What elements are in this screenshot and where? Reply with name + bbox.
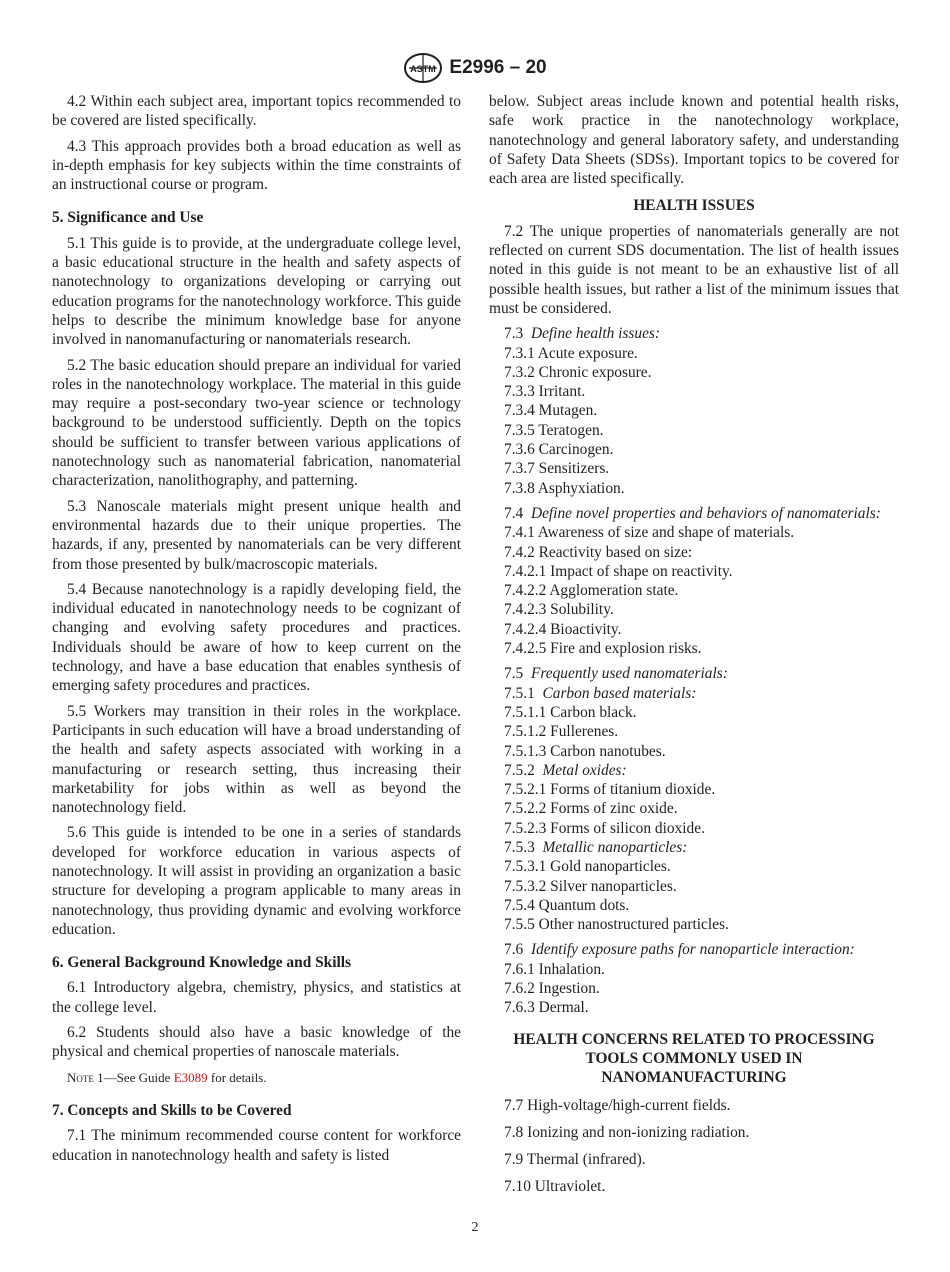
para-5-2: 5.2 The basic education should prepare an individual for varied roles in the nanotechnology workplace. The material in this guide may require a post-secondary two-year science or technology background to be understood sufficiently. Depth on the topics should be sufficient to transfer between various applications of nanotechnology such as nanomaterial fabrication, nanomaterial characterization, nanolithography, and patterning. xyxy=(52,356,461,490)
document-id: E2996 – 20 xyxy=(449,57,547,78)
list-item: 7.4.2.4 Bioactivity. xyxy=(504,620,622,638)
right-column xyxy=(489,92,899,1197)
list-item: 7.4.2.1 Impact of shape on reactivity. xyxy=(504,562,733,580)
note-text-pre: —See Guide xyxy=(103,1069,174,1085)
list-item: 7.5.1.3 Carbon nanotubes. xyxy=(504,742,666,760)
para-5-4: 5.4 Because nanotechnology is a rapidly developing field, the individual educated in nanotechnology needs to be cognizant of changing and evolving safety procedures and practices. Individuals should be aware of how to keep current on the technology, and have a base education that enables synthesis of emerging safety procedures and practices. xyxy=(52,580,461,695)
list-item: 7.5.2.1 Forms of titanium dioxide. xyxy=(504,781,716,799)
list-7-4 xyxy=(489,523,899,658)
list-subheading-7-5-1: 7.5.1 Carbon based materials: xyxy=(504,684,697,702)
list-heading-7-5: 7.5 Frequently used nanomaterials: xyxy=(504,665,728,683)
note-label: Note 1 xyxy=(67,1069,104,1085)
list-item: 7.5.3.2 Silver nanoparticles. xyxy=(504,877,677,895)
para-5-5: 5.5 Workers may transition in their roles in the workplace. Participants in such education will have a broad understanding of the health and safety aspects associated with working in a manufacturing or research setting, thus increasing their marketability for jobs within as well as beyond the nanotechnology field. xyxy=(52,702,461,817)
para-5-6: 5.6 This guide is intended to be one in a series of standards developed for workforce education in various aspects of nanotechnology. It will assist in providing an organization a basic structure for developing a program applicable to many areas in nanotechnology, thus providing dynamic and evolving workforce education. xyxy=(52,824,461,938)
para-6-1: 6.1 Introductory algebra, chemistry, physics, and statistics at the college level. xyxy=(52,979,461,1016)
list-item: 7.8 Ionizing and non-ionizing radiation. xyxy=(504,1123,750,1141)
list-item: 7.3.8 Asphyxiation. xyxy=(504,479,625,497)
list-item: 7.5.3.1 Gold nanoparticles. xyxy=(504,858,671,876)
list-item: 7.4.2.5 Fire and explosion risks. xyxy=(504,640,702,658)
list-item: 7.6.3 Dermal. xyxy=(504,999,589,1017)
list-item: 7.3.3 Irritant. xyxy=(504,383,586,401)
list-item: 7.9 Thermal (infrared). xyxy=(504,1151,646,1169)
guide-e3089-link[interactable]: E3089 xyxy=(173,1069,208,1085)
list-item: 7.5.5 Other nanostructured particles. xyxy=(504,916,729,934)
health-issues-heading: HEALTH ISSUES xyxy=(633,197,755,215)
list-item: 7.5.1.2 Fullerenes. xyxy=(504,723,619,741)
list-item: 7.3.7 Sensitizers. xyxy=(504,460,610,478)
page-header xyxy=(0,52,950,89)
para-6-2: 6.2 Students should also have a basic knowledge of the physical and chemical properties of nanoscale materials. xyxy=(52,1024,461,1061)
svg-text:ASTM: ASTM xyxy=(410,64,437,74)
para-5-3: 5.3 Nanoscale materials might present unique health and environmental hazards due to their unique properties. The hazards, if any, presented by nanomaterials can be very different from those presented by bulk/macroscopic materials. xyxy=(52,497,461,573)
para-7-1-continued: below. Subject areas include known and potential health risks, safe work practice in the nanotechnology workplace, nanotechnology and general laboratory safety, and understanding of Safety Data Sheets (SDSs). Important topics to be covered for each area are listed specifically. xyxy=(489,93,899,188)
astm-logo-icon xyxy=(403,52,443,84)
note-text-post: for details. xyxy=(207,1069,267,1085)
list-heading-7-4: 7.4 Define novel properties and behaviors of nanomaterials: xyxy=(504,504,881,522)
page-number: 2 xyxy=(471,1220,479,1235)
list-item: 7.7 High-voltage/high-current fields. xyxy=(504,1096,731,1114)
section-5-heading: 5. Significance and Use xyxy=(52,209,204,227)
section-6-heading: 6. General Background Knowledge and Skills xyxy=(52,954,352,972)
list-item: 7.3.6 Carcinogen. xyxy=(504,441,614,459)
note-1 xyxy=(67,1068,461,1087)
list-subheading-7-5-3: 7.5.3 Metallic nanoparticles: xyxy=(504,838,688,856)
list-heading-7-6: 7.6 Identify exposure paths for nanoparticle interaction: xyxy=(504,941,855,959)
list-subheading-7-5-2: 7.5.2 Metal oxides: xyxy=(504,761,627,779)
list-item: 7.3.5 Teratogen. xyxy=(504,421,604,439)
list-item: 7.3.2 Chronic exposure. xyxy=(504,363,652,381)
list-item: 7.4.2.3 Solubility. xyxy=(504,601,614,619)
list-item: 7.5.2.3 Forms of silicon dioxide. xyxy=(504,819,705,837)
list-item: 7.4.2.2 Agglomeration state. xyxy=(504,582,679,600)
list-item: 7.4.2 Reactivity based on size: xyxy=(504,543,693,561)
para-7-2: 7.2 The unique properties of nanomaterials generally are not reflected on current SDS documentation. The list of health issues noted in this guide is not meant to be an exhaustive list of all possible health issues, but rather a list of the minimum issues that must be considered. xyxy=(489,222,899,317)
list-item: 7.5.4 Quantum dots. xyxy=(504,896,630,914)
list-heading-7-3: 7.3 Define health issues: xyxy=(504,325,661,343)
list-7-3 xyxy=(489,344,899,498)
list-item: 7.5.1.1 Carbon black. xyxy=(504,703,637,721)
list-item: 7.6.2 Ingestion. xyxy=(504,980,600,998)
left-column xyxy=(52,92,461,1171)
para-4-3: 4.3 This approach provides both a broad education as well as in-depth emphasis for key subjects within the time constraints of an instructional course or program. xyxy=(52,137,461,194)
para-7-1: 7.1 The minimum recommended course content for workforce education in nanotechnology health and safety is listed xyxy=(52,1127,461,1164)
list-item: 7.5.2.2 Forms of zinc oxide. xyxy=(504,800,678,818)
list-item: 7.3.1 Acute exposure. xyxy=(504,344,638,362)
list-item: 7.6.1 Inhalation. xyxy=(504,960,605,978)
list-item: 7.3.4 Mutagen. xyxy=(504,402,598,420)
list-item: 7.10 Ultraviolet. xyxy=(504,1178,606,1196)
tools-heading: HEALTH CONCERNS RELATED TO PROCESSING TOOLS COMMONLY USED IN NANOMANUFACTURING xyxy=(513,1030,875,1087)
para-5-1: 5.1 This guide is to provide, at the undergraduate college level, a basic educational structure in the health and safety aspects of nanotechnology to organizations developing or carrying out education programs for the nanotechnology workforce. This guide helps to describe the minimum knowledge base for anyone involved in nanomanufacturing or nanomaterials research. xyxy=(52,234,461,349)
section-7-heading: 7. Concepts and Skills to be Covered xyxy=(52,1101,292,1119)
list-item: 7.4.1 Awareness of size and shape of materials. xyxy=(504,524,795,542)
para-4-2: 4.2 Within each subject area, important topics recommended to be covered are listed specifically. xyxy=(52,93,461,130)
